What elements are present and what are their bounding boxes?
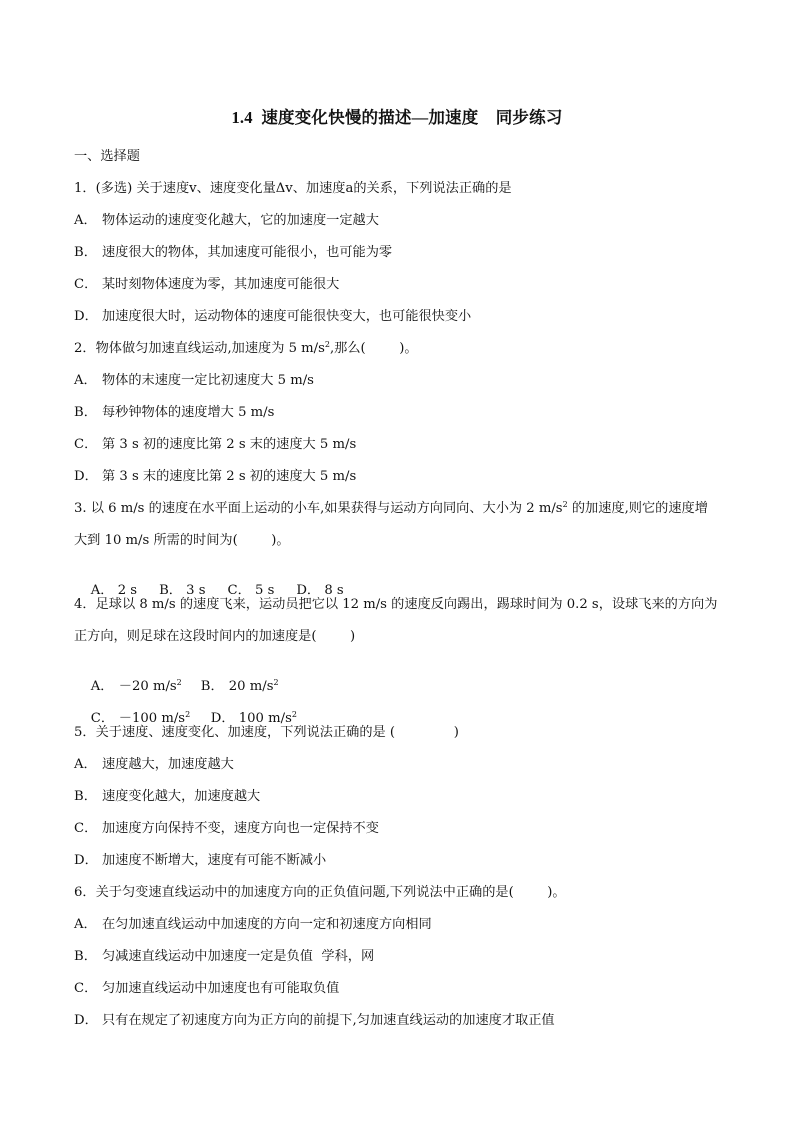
option-label: A． [90,679,114,694]
option-text: 只有在规定了初速度方向为正方向的前提下,匀加速直线运动的加速度才取正值 [102,1013,555,1028]
option-text: －20 m/s [118,679,177,694]
option-label: D． [74,1013,98,1028]
question-6-stem: 6．关于匀变速直线运动中的加速度方向的正负值问题,下列说法中正确的是( )。 [74,885,566,900]
option-text: 加速度不断增大，速度有可能不断减小 [102,853,327,868]
question-5-stem: 5．关于速度、速度变化、加速度，下列说法正确的是 ( ) [74,725,459,740]
option-text: 2 s [117,583,138,598]
option-text: 在匀加速直线运动中加速度的方向一定和初速度方向相同 [102,917,432,932]
option-text: 速度变化越大，加速度越大 [102,789,261,804]
option-label: D． [74,309,98,324]
option-text: 8 s [324,583,344,598]
option-label: C． [74,437,98,452]
question-2-stem [74,340,418,358]
option-label: D． [74,469,98,484]
question-4-stem: 4．足球以 8 m/s 的速度飞来，运动员把它以 12 m/s 的速度反向踢出，踢球时间为 0.2 s，设球飞来的方向为 [74,597,718,612]
superscript: 2 [291,710,297,719]
stem-text: ,那么( )。 [329,341,418,356]
question-1-option-b [74,244,392,262]
question-1-option-a [74,212,379,230]
question-6-option-c [74,980,339,998]
option-label: C． [90,711,115,726]
option-label: A． [74,917,97,932]
option-text: 某时刻物体速度为零，其加速度可能很大 [102,277,340,292]
page-title: 1.4 速度变化快慢的描述—加速度 同步练习 [231,108,563,127]
question-2-option-b [74,404,274,422]
option-label: C． [74,277,98,292]
option-text: 物体的末速度一定比初速度大 5 m/s [102,373,314,388]
option-label: A． [74,373,97,388]
option-text: 匀加速直线运动中加速度也有可能取负值 [102,981,340,996]
superscript: 2 [176,678,182,687]
option-label: C． [74,981,98,996]
option-text: 3 s [186,583,206,598]
option-label: A． [90,583,114,598]
option-text: 100 m/s [238,711,292,726]
question-1-option-c [74,276,339,294]
option-label: B． [74,949,97,964]
option-label: D． [296,583,321,598]
option-text: 5 s [255,583,275,598]
option-text: －100 m/s [118,711,186,726]
question-3-stem-continued: 大到 10 m/s 所需的时间为( )。 [74,533,290,548]
superscript: 2 [185,710,191,719]
option-text: 物体运动的速度变化越大，它的加速度一定越大 [102,213,379,228]
option-label: B． [74,405,97,420]
question-5-option-b [74,788,260,806]
option-text: 速度很大的物体，其加速度可能很小，也可能为零 [102,245,393,260]
superscript: 2 [562,500,568,509]
option-text: 每秒钟物体的速度增大 5 m/s [102,405,275,420]
section-heading: 一、选择题 [74,149,140,164]
option-label: D． [74,853,98,868]
option-label: C． [227,583,251,598]
option-label: C． [74,821,98,836]
option-label: A． [74,757,97,772]
superscript: 2 [324,340,330,349]
option-label: B． [200,679,224,694]
stem-text: 2．物体做匀加速直线运动,加速度为 5 m/s [74,341,325,356]
option-label: D． [210,711,235,726]
option-label: B． [74,789,97,804]
option-text: 加速度方向保持不变，速度方向也一定保持不变 [102,821,379,836]
stem-text: 的加速度,则它的速度增 [567,501,708,516]
question-5-option-a [74,756,234,774]
option-label: A． [74,213,97,228]
stem-text: 3. 以 6 m/s 的速度在水平面上运动的小车,如果获得与运动方向同向、大小为 2 m/s [74,501,563,516]
option-label: B． [159,583,182,598]
question-1-option-d [74,308,471,326]
question-4-stem-continued: 正方向，则足球在这段时间内的加速度是( ) [74,629,356,644]
question-5-option-d [74,852,326,870]
question-6-option-b [74,948,374,966]
question-1-stem: 1．(多选) 关于速度v、速度变化量Δv、加速度a的关系，下列说法正确的是 [74,181,512,196]
question-3-stem [74,500,708,518]
option-text: 匀减速直线运动中加速度一定是负值 学科，网 [102,949,375,964]
question-2-option-d [74,468,356,486]
superscript: 2 [273,678,279,687]
option-text: 第 3 s 初的速度比第 2 s 末的速度大 5 m/s [102,437,357,452]
question-5-option-c [74,820,379,838]
question-2-option-a [74,372,314,390]
option-label: B． [74,245,97,260]
option-text: 20 m/s [228,679,274,694]
option-text: 速度越大，加速度越大 [102,757,234,772]
option-text: 第 3 s 末的速度比第 2 s 初的速度大 5 m/s [102,469,357,484]
question-6-option-d [74,1012,555,1030]
question-6-option-a [74,916,432,934]
question-2-option-c [74,436,356,454]
option-text: 加速度很大时，运动物体的速度可能很快变大，也可能很快变小 [102,309,472,324]
